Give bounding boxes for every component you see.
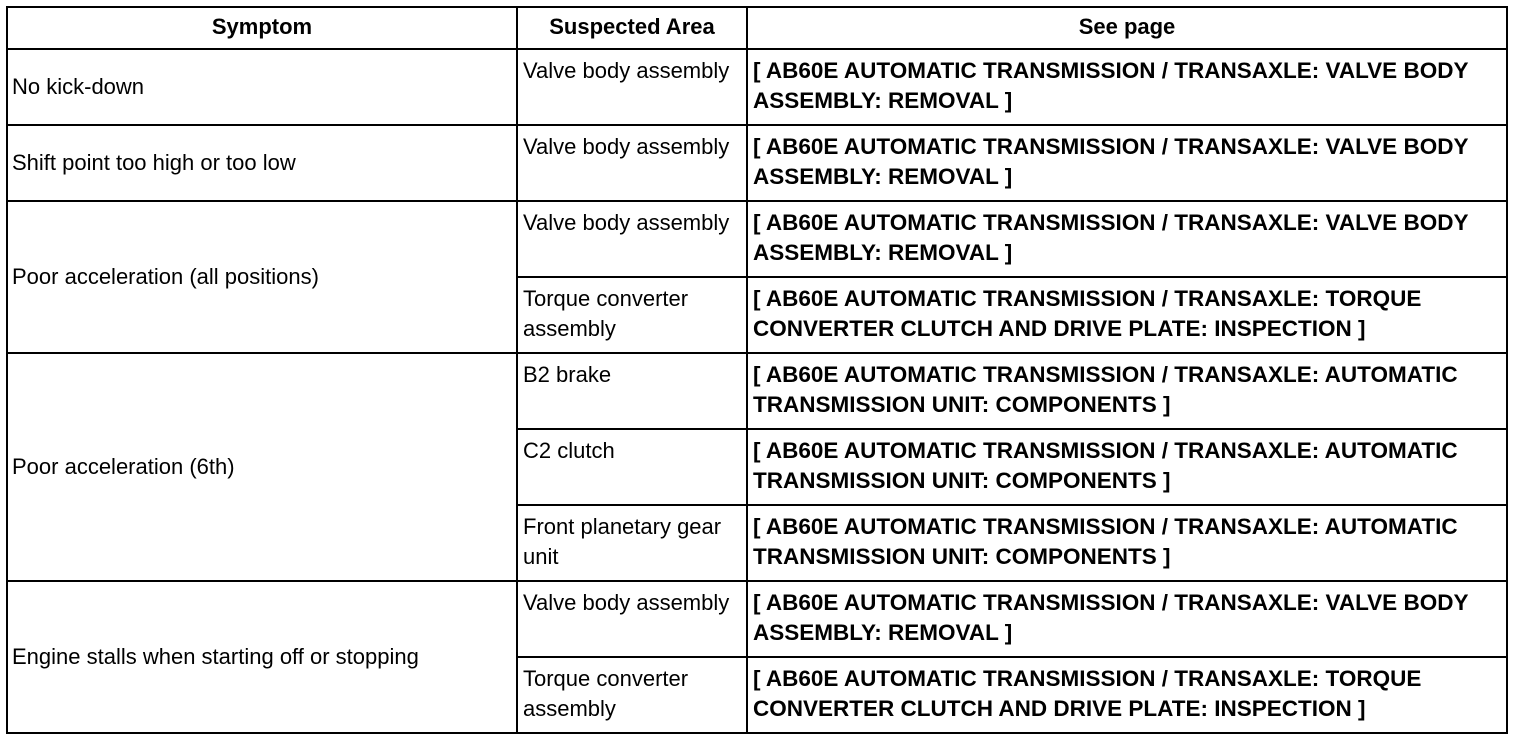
symptom-cell: Shift point too high or too low [7,125,517,201]
table-row [7,125,1507,201]
see-page-link[interactable]: [ AB60E AUTOMATIC TRANSMISSION / TRANSAXLE: AUTOMATIC TRANSMISSION UNIT: COMPONENTS ] [747,429,1507,505]
see-page-link[interactable]: [ AB60E AUTOMATIC TRANSMISSION / TRANSAXLE: TORQUE CONVERTER CLUTCH AND DRIVE PLATE: INSPECTION ] [747,277,1507,353]
suspected-area-cell: Front planetary gear unit [517,505,747,581]
suspected-area-cell: Torque converter assembly [517,277,747,353]
see-page-link[interactable]: [ AB60E AUTOMATIC TRANSMISSION / TRANSAXLE: VALVE BODY ASSEMBLY: REMOVAL ] [747,581,1507,657]
suspected-area-cell: C2 clutch [517,429,747,505]
symptom-cell: No kick-down [7,49,517,125]
document-page [6,6,1508,734]
table-row [7,353,1507,429]
symptom-cell: Poor acceleration (all positions) [7,201,517,353]
table-row [7,581,1507,657]
table-header-row [7,7,1507,49]
table-row [7,201,1507,277]
see-page-link[interactable]: [ AB60E AUTOMATIC TRANSMISSION / TRANSAXLE: TORQUE CONVERTER CLUTCH AND DRIVE PLATE: INSPECTION ] [747,657,1507,733]
column-header-symptom: Symptom [7,7,517,49]
column-header-see-page: See page [747,7,1507,49]
see-page-link[interactable]: [ AB60E AUTOMATIC TRANSMISSION / TRANSAXLE: AUTOMATIC TRANSMISSION UNIT: COMPONENTS ] [747,505,1507,581]
column-header-suspected-area: Suspected Area [517,7,747,49]
suspected-area-cell: B2 brake [517,353,747,429]
symptom-cell: Engine stalls when starting off or stopping [7,581,517,733]
symptom-cell: Poor acceleration (6th) [7,353,517,581]
see-page-link[interactable]: [ AB60E AUTOMATIC TRANSMISSION / TRANSAXLE: AUTOMATIC TRANSMISSION UNIT: COMPONENTS ] [747,353,1507,429]
see-page-link[interactable]: [ AB60E AUTOMATIC TRANSMISSION / TRANSAXLE: VALVE BODY ASSEMBLY: REMOVAL ] [747,201,1507,277]
suspected-area-cell: Valve body assembly [517,49,747,125]
see-page-link[interactable]: [ AB60E AUTOMATIC TRANSMISSION / TRANSAXLE: VALVE BODY ASSEMBLY: REMOVAL ] [747,49,1507,125]
symptom-table [6,6,1508,734]
suspected-area-cell: Valve body assembly [517,125,747,201]
suspected-area-cell: Valve body assembly [517,201,747,277]
table-row [7,49,1507,125]
see-page-link[interactable]: [ AB60E AUTOMATIC TRANSMISSION / TRANSAXLE: VALVE BODY ASSEMBLY: REMOVAL ] [747,125,1507,201]
suspected-area-cell: Valve body assembly [517,581,747,657]
suspected-area-cell: Torque converter assembly [517,657,747,733]
